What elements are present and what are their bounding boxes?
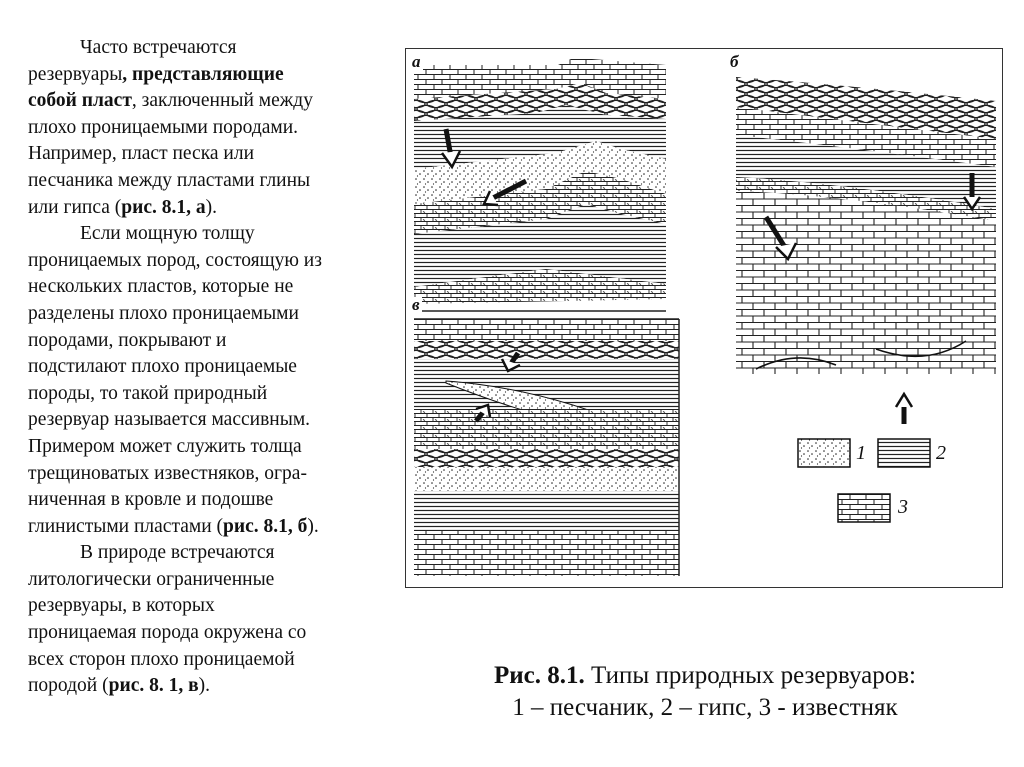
text-run: ). — [205, 196, 218, 218]
text-run: ). — [198, 675, 211, 697]
text-line: Если мощную толщу — [80, 223, 255, 245]
text-line: литологически ограниченные — [28, 568, 275, 590]
paragraph-2 — [28, 221, 380, 540]
legend-number-2: 2 — [936, 442, 946, 464]
text-line: резервуары, в которых — [28, 595, 215, 617]
legend-gypsum-swatch — [878, 439, 930, 467]
paragraph-1 — [28, 35, 380, 221]
text-run: ). — [307, 515, 319, 537]
text-run: породой ( — [28, 675, 109, 697]
caption-figure-number: Рис. 8.1. — [493, 662, 585, 689]
legend-number-1: 1 — [856, 442, 866, 464]
panel-v-drawing — [414, 319, 679, 576]
text-run: глинистыми пластами ( — [28, 515, 224, 537]
text-run: или гипса ( — [28, 196, 122, 218]
text-line — [28, 673, 380, 700]
text-line: подстилают плохо проницаемые — [28, 356, 297, 378]
text-line: всех сторон плохо проницаемой — [28, 648, 295, 670]
text-run: , заключенный между — [131, 90, 313, 112]
figure-reference: рис. 8.1, а — [121, 196, 206, 218]
figure-caption — [410, 660, 1000, 724]
caption-line-2: 1 – песчаник, 2 – гипс, 3 - известняк — [512, 694, 898, 721]
panel-label-b: б — [730, 52, 739, 71]
legend-limestone-swatch — [838, 494, 890, 522]
panel-label-v: в — [412, 295, 420, 314]
panel-a-drawing — [414, 59, 666, 311]
figure-reference: рис. 8.1, б — [223, 515, 308, 537]
text-line: разделены плохо проницаемыми — [28, 302, 299, 324]
figure-drawing — [406, 49, 1002, 587]
text-line: ниченная в кровле и подошве — [28, 489, 274, 511]
text-line: нескольких пластов, которые не — [28, 276, 294, 298]
bold-run: собой пласт — [28, 90, 132, 112]
text-line: проницаемая порода окружена со — [28, 622, 307, 644]
caption-line-1 — [410, 660, 1000, 692]
text-line: проницаемых пород, состоящую из — [28, 249, 322, 271]
text-line: плохо проницаемыми породами. — [28, 116, 299, 138]
text-line: породы, то такой природный — [28, 382, 268, 404]
text-line — [28, 88, 380, 115]
text-line — [28, 195, 380, 222]
panel-b-drawing — [736, 77, 996, 424]
figure-reference: рис. 8. 1, в — [108, 675, 199, 697]
text-line: Например, пласт песка или — [28, 143, 255, 165]
text-line: В природе встречаются — [80, 542, 275, 564]
text-line — [28, 514, 380, 541]
legend-sandstone-swatch — [798, 439, 850, 467]
panel-label-a: а — [412, 52, 421, 71]
text-line — [28, 62, 380, 89]
caption-title: Типы природных резервуаров: — [584, 662, 916, 689]
text-run: резервуары — [28, 63, 123, 85]
text-line: Примером может служить толща — [28, 435, 302, 457]
text-line: трещиноватых известняков, огра- — [28, 462, 307, 484]
text-line: резервуар называется массивным. — [28, 409, 311, 431]
reservoir-figure — [405, 48, 1003, 588]
text-line: породами, покрывают и — [28, 329, 227, 351]
legend-number-3: 3 — [898, 496, 908, 518]
bold-run: , представляющие — [122, 63, 284, 85]
text-line: песчаника между пластами глины — [28, 169, 311, 191]
paragraph-3 — [28, 540, 380, 700]
body-text — [28, 35, 380, 700]
text-line: Часто встречаются — [80, 37, 237, 58]
